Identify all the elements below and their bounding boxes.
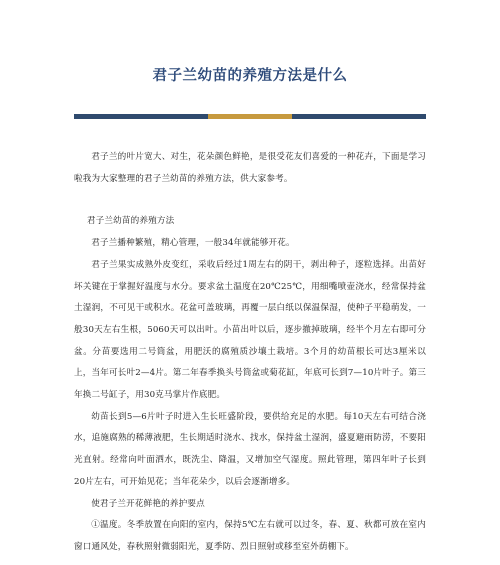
paragraph: ①温度。冬季放置在向阳的室内，保持5℃左右就可以过冬，春、夏、秋都可放在室内窗口通风处，春秋照射微弱阳光，夏季防、烈日照射或移至室外荫棚下。: [74, 520, 426, 552]
paragraph: 幼苗长到5—6片叶子时进入生长旺盛阶段，要供给充足的水肥。每10天左右可结合浇水，追施腐熟的稀薄液肥，生长期适时浇水、找水，保持盆土湿润，盛夏避雨防涝，不要阳光直射。经常向叶面洒水，既洗尘、降温，又增加空气湿度。照此管理，第四年叶子长到20片左右，可开始见花；当年花朵少，以后会逐渐增多。: [74, 411, 426, 487]
article-body: [74, 147, 426, 559]
title-divider-left: [74, 114, 208, 119]
paragraph: 君子兰果实成熟外皮变红，采收后经过1周左右的阴干，剥出种子，逐粒选择。出苗好坏关键在于掌握好温度与水分。要求盆土温度在20℃25℃，用细嘴喷壶浇水，经常保持盆土湿润，不可见干或积水。花盆可盖玻璃，再覆一层白纸以保温保湿，使种子平稳萌发，一般30天左右生根，5060天可以出叶。小苗出叶以后，逐步撤掉玻璃，经半个月左右即可分盆。分苗要选用二号筒盆，用肥沃的腐殖质沙壤土栽培。3个月的幼苗根长可达3厘米以上，当年可长叶2—4片。第二年春季换头号筒盆或菊花缸，年底可长到7—10片叶子。第三年换二号缸子，用30克马掌片作底肥。: [74, 259, 426, 401]
section-heading-care: 使君子兰开花鲜艳的养护要点: [91, 498, 205, 509]
title-divider-accent: [208, 114, 292, 119]
title-divider-right: [292, 114, 426, 119]
paragraph: 君子兰播种繁殖，精心管理，一般34年就能够开花。: [91, 238, 295, 249]
section-heading-methods: 君子兰幼苗的养殖方法: [86, 216, 175, 227]
intro-paragraph: 君子兰的叶片宽大、对生，花朵颜色鲜艳，是很受花友们喜爱的一种花卉，下面是学习啦我为大家整理的君子兰幼苗的养殖方法，供大家参考。: [74, 152, 426, 184]
page-title: 君子兰幼苗的养殖方法是什么: [152, 68, 348, 84]
